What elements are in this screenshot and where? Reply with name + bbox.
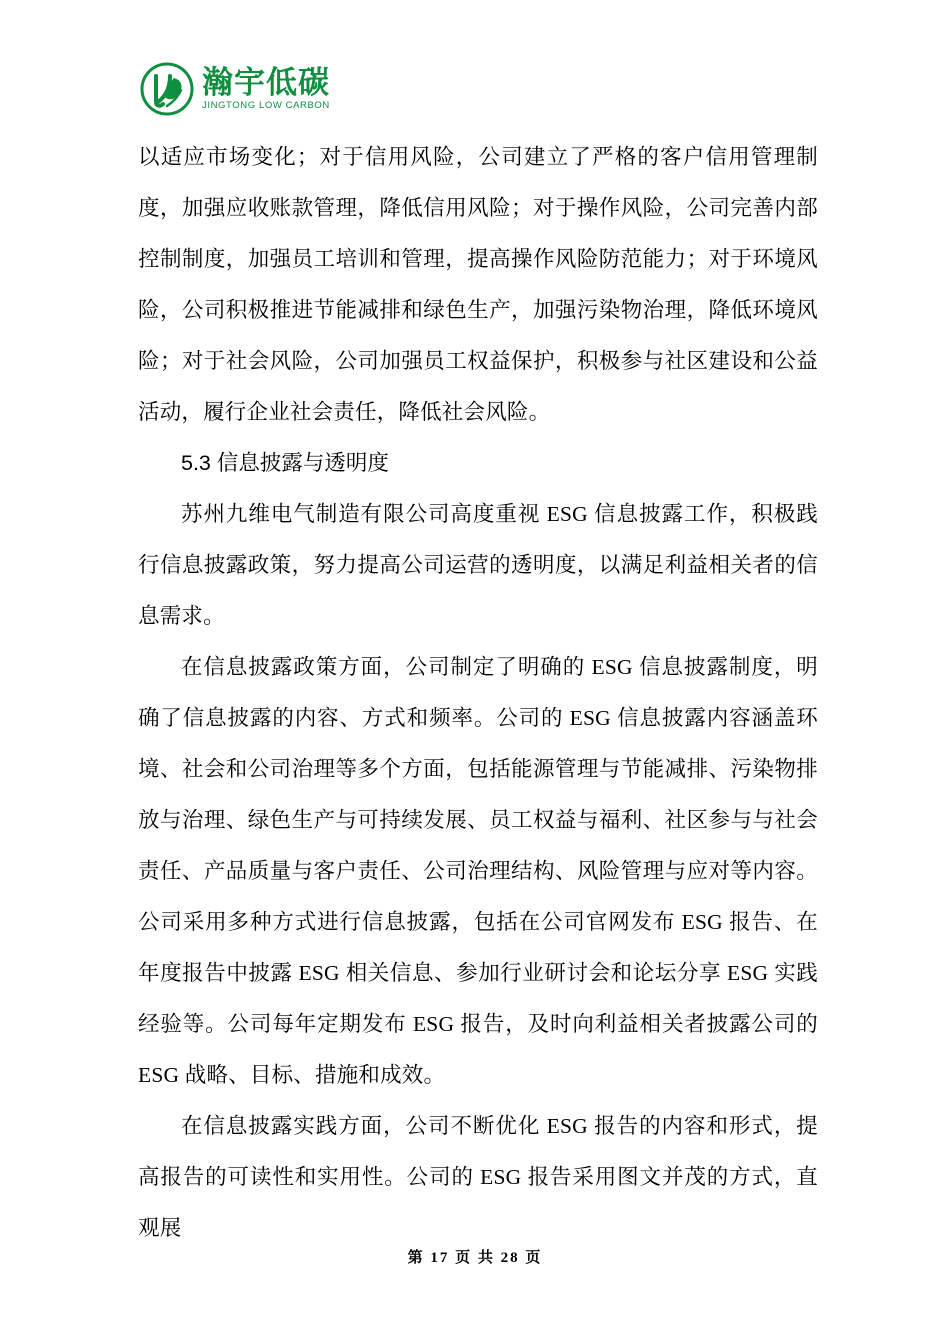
company-logo <box>140 62 330 116</box>
logo-chinese-name: 瀚宇低碳 <box>202 65 330 101</box>
section-heading-5-3: 5.3 信息披露与透明度 <box>181 451 389 475</box>
logo-text <box>202 67 330 111</box>
paragraph-risk-response: 以适应市场变化；对于信用风险，公司建立了严格的客户信用管理制度，加强应收账款管理，降低信用风险；对于操作风险，公司完善内部控制制度，加强员工培训和管理，提高操作风险防范能力；对于环境风险，公司积极推进节能减排和绿色生产，加强污染物治理，降低环境风险；对于社会风险，公司加强员工权益保护，积极参与社区建设和公益活动，履行企业社会责任，降低社会风险。 <box>138 145 818 424</box>
logo-english-name: JINGTONG LOW CARBON <box>202 100 330 112</box>
paragraph-disclosure-intro: 苏州九维电气制造有限公司高度重视 ESG 信息披露工作，积极践行信息披露政策，努力提高公司运营的透明度，以满足利益相关者的信息需求。 <box>138 502 818 628</box>
leaf-monogram-icon <box>140 62 194 116</box>
paragraph-disclosure-practice: 在信息披露实践方面，公司不断优化 ESG 报告的内容和形式，提高报告的可读性和实用性。公司的 ESG 报告采用图文并茂的方式，直观展 <box>138 1114 818 1240</box>
paragraph-disclosure-policy: 在信息披露政策方面，公司制定了明确的 ESG 信息披露制度，明确了信息披露的内容、方式和频率。公司的 ESG 信息披露内容涵盖环境、社会和公司治理等多个方面，包括能源管理与节能减排、污染物排放与治理、绿色生产与可持续发展、员工权益与福利、社区参与与社会责任、产品质量与客户责任、公司治理结构、风险管理与应对等内容。公司采用多种方式进行信息披露，包括在公司官网发布 ESG 报告、在年度报告中披露 ESG 相关信息、参加行业研讨会和论坛分享 ESG 实践经验等。公司每年定期发布 ESG 报告，及时向利益相关者披露公司的 ESG 战略、目标、措施和成效。 <box>138 655 818 1087</box>
document-body <box>138 132 818 1254</box>
page-footer: 第 17 页 共 28 页 <box>407 1250 543 1266</box>
